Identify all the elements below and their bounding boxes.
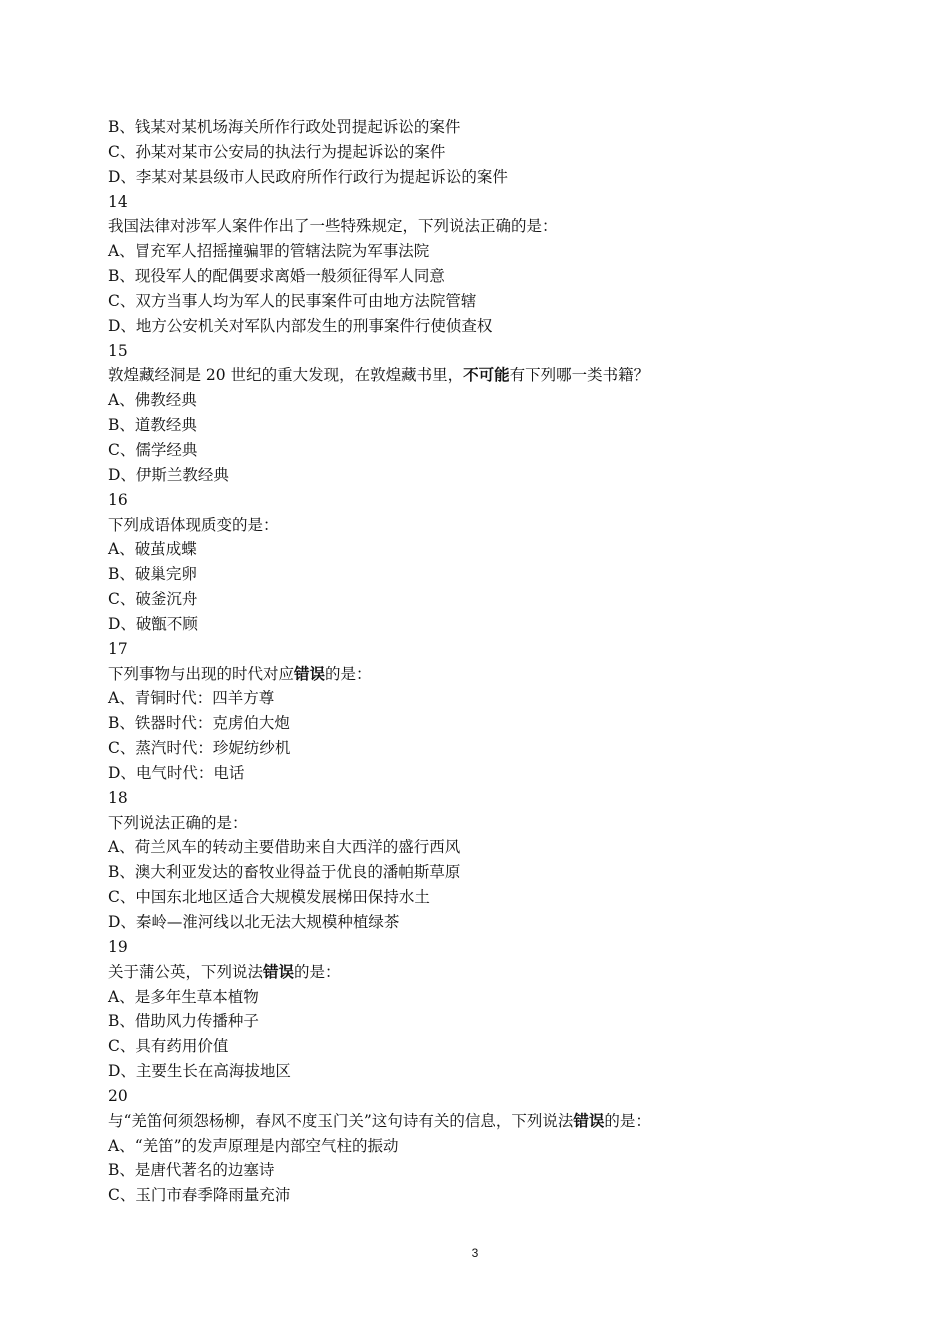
text-segment: D、主要生长在高海拔地区 <box>108 1062 291 1081</box>
answer-option <box>108 1009 848 1034</box>
emphasis-text: 不可能 <box>463 366 510 385</box>
answer-option <box>108 463 848 488</box>
emphasis-text: 错误 <box>263 962 295 981</box>
answer-option <box>108 587 848 612</box>
text-segment: 有下列哪一类书籍？ <box>509 366 650 385</box>
answer-option <box>108 264 848 289</box>
text-segment: B、道教经典 <box>108 416 197 435</box>
text-segment: B、借助风力传播种子 <box>108 1012 259 1031</box>
text-segment: B、现役军人的配偶要求离婚一般须征得军人同意 <box>108 267 445 286</box>
answer-option <box>108 1059 848 1084</box>
text-segment: 下列事物与出现的时代对应 <box>108 664 295 683</box>
text-segment: C、蒸汽时代：珍妮纺纱机 <box>108 739 291 758</box>
question-number <box>108 935 848 960</box>
answer-option <box>108 985 848 1010</box>
question-text <box>108 214 848 239</box>
answer-option <box>108 1158 848 1183</box>
text-segment: C、儒学经典 <box>108 440 198 459</box>
text-segment: 20 <box>108 1086 128 1105</box>
text-segment: B、澳大利亚发达的畜牧业得益于优良的潘帕斯草原 <box>108 863 461 882</box>
answer-option <box>108 860 848 885</box>
text-segment: 19 <box>108 937 128 956</box>
answer-option <box>108 562 848 587</box>
text-segment: D、电气时代：电话 <box>108 763 245 782</box>
answer-option <box>108 314 848 339</box>
answer-option <box>108 761 848 786</box>
answer-option <box>108 910 848 935</box>
question-number <box>108 339 848 364</box>
text-segment: 的是： <box>604 1111 651 1130</box>
text-segment: 下列成语体现质变的是： <box>108 515 279 534</box>
text-segment: C、玉门市春季降雨量充沛 <box>108 1186 291 1205</box>
text-segment: A、冒充军人招摇撞骗罪的管辖法院为军事法院 <box>108 242 430 261</box>
page-number: 3 <box>471 1246 479 1260</box>
text-segment: C、破釜沉舟 <box>108 590 198 609</box>
text-segment: D、李某对某县级市人民政府所作行政行为提起诉讼的案件 <box>108 167 508 186</box>
answer-option <box>108 736 848 761</box>
answer-option <box>108 1034 848 1059</box>
text-segment: D、地方公安机关对军队内部发生的刑事案件行使侦查权 <box>108 316 493 335</box>
question-number <box>108 786 848 811</box>
text-segment: A、“羌笛”的发声原理是内部空气柱的振动 <box>108 1136 399 1155</box>
question-number <box>108 488 848 513</box>
question-text <box>108 513 848 538</box>
text-segment: D、伊斯兰教经典 <box>108 465 229 484</box>
text-segment: B、铁器时代：克虏伯大炮 <box>108 714 290 733</box>
text-segment: A、荷兰风车的转动主要借助来自大西洋的盛行西风 <box>108 838 461 857</box>
answer-option <box>108 537 848 562</box>
question-number <box>108 1084 848 1109</box>
answer-option <box>108 140 848 165</box>
text-segment: A、佛教经典 <box>108 391 197 410</box>
text-segment: C、具有药用价值 <box>108 1037 229 1056</box>
text-segment: B、破巢完卵 <box>108 565 197 584</box>
answer-option <box>108 885 848 910</box>
answer-option <box>108 239 848 264</box>
text-segment: A、青铜时代：四羊方尊 <box>108 689 275 708</box>
question-text <box>108 662 848 687</box>
text-segment: 下列说法正确的是： <box>108 813 248 832</box>
answer-option <box>108 413 848 438</box>
question-text <box>108 811 848 836</box>
answer-option <box>108 115 848 140</box>
text-segment: D、破甑不顾 <box>108 614 198 633</box>
answer-option <box>108 388 848 413</box>
text-segment: B、是唐代著名的边塞诗 <box>108 1161 275 1180</box>
text-segment: A、破茧成蝶 <box>108 540 197 559</box>
text-segment: D、秦岭—淮河线以北无法大规模种植绿茶 <box>108 913 400 931</box>
answer-option <box>108 711 848 736</box>
emphasis-text: 错误 <box>573 1111 605 1130</box>
text-segment: B、钱某对某机场海关所作行政处罚提起诉讼的案件 <box>108 118 461 136</box>
text-segment: C、孙某对某市公安局的执法行为提起诉讼的案件 <box>108 142 446 161</box>
text-segment: 17 <box>108 639 128 658</box>
text-segment: 14 <box>108 192 128 211</box>
text-segment: 的是： <box>294 962 341 981</box>
text-segment: C、中国东北地区适合大规模发展梯田保持水土 <box>108 888 430 907</box>
text-segment: C、双方当事人均为军人的民事案件可由地方法院管辖 <box>108 291 477 310</box>
text-segment: 的是： <box>325 664 372 683</box>
text-segment: 15 <box>108 341 128 360</box>
answer-option <box>108 1183 848 1208</box>
text-segment: 关于蒲公英，下列说法 <box>108 962 264 981</box>
question-number <box>108 190 848 215</box>
question-text <box>108 363 848 388</box>
answer-option <box>108 438 848 463</box>
answer-option <box>108 686 848 711</box>
question-number <box>108 637 848 662</box>
document-body <box>108 115 848 1208</box>
question-text <box>108 960 848 985</box>
question-text <box>108 1109 848 1134</box>
text-segment: 18 <box>108 788 128 807</box>
text-segment: A、是多年生草本植物 <box>108 987 259 1006</box>
text-segment: 敦煌藏经洞是 20 世纪的重大发现，在敦煌藏书里， <box>108 366 464 385</box>
answer-option <box>108 165 848 190</box>
answer-option <box>108 835 848 860</box>
text-segment: 16 <box>108 490 128 509</box>
emphasis-text: 错误 <box>294 664 326 683</box>
text-segment: 我国法律对涉军人案件作出了一些特殊规定，下列说法正确的是： <box>108 217 558 236</box>
answer-option <box>108 1134 848 1159</box>
text-segment: 与“羌笛何须怨杨柳，春风不度玉门关”这句诗有关的信息，下列说法 <box>108 1111 574 1130</box>
answer-option <box>108 612 848 637</box>
answer-option <box>108 289 848 314</box>
